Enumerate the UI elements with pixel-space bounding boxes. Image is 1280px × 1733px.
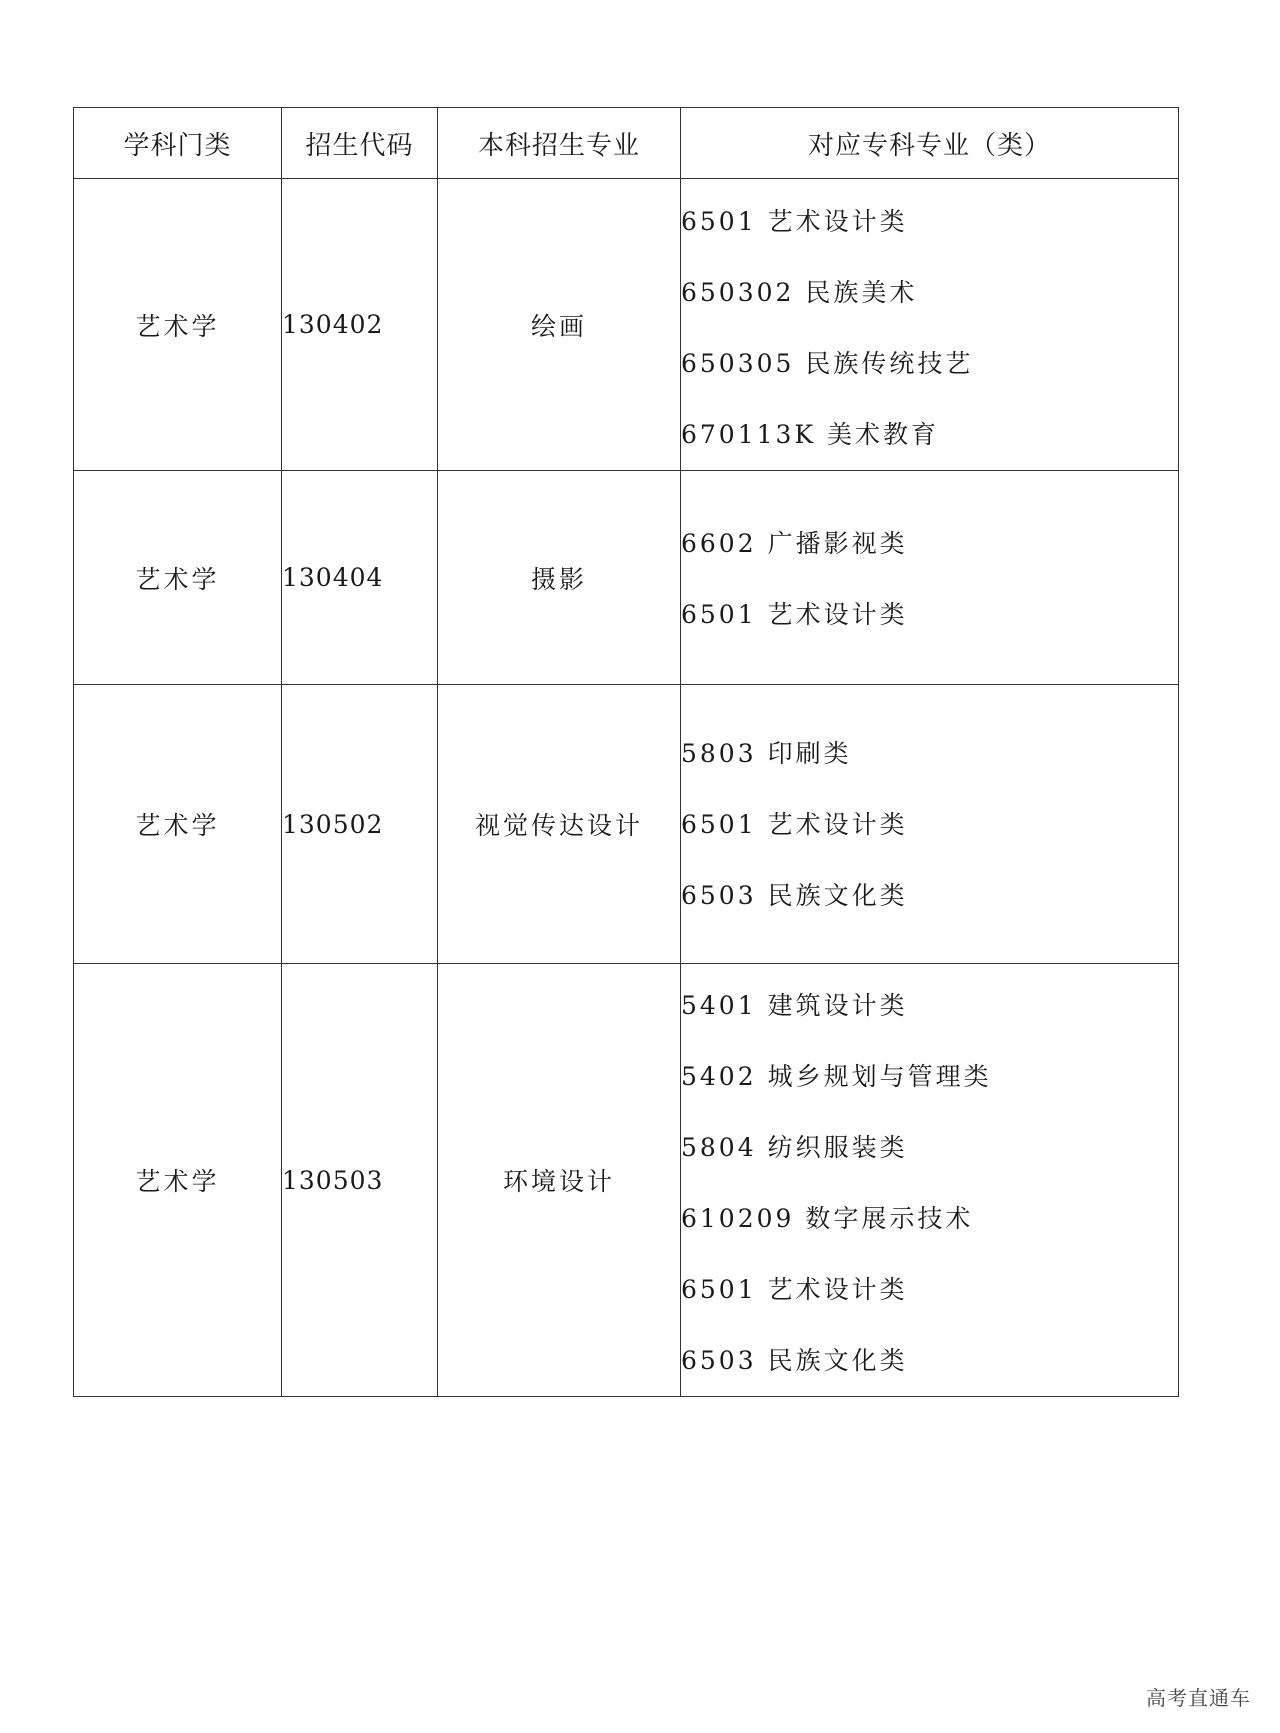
major-cell: 绘画 [438,179,681,471]
related-majors-cell [681,685,1179,964]
header-undergraduate-major: 本科招生专业 [438,108,681,179]
related-major-item: 610209 数字展示技术 [681,1204,974,1233]
related-major-item: 6503 民族文化类 [681,881,908,910]
related-major-item: 6501 艺术设计类 [681,207,908,236]
related-major-item: 650302 民族美术 [681,278,918,307]
table-row [74,964,1179,1397]
related-majors-cell [681,964,1179,1397]
related-major-item: 5804 纺织服装类 [681,1133,908,1162]
code-cell: 130502 [282,685,438,964]
table-header-row [74,108,1179,179]
related-major-item: 670113K 美术教育 [681,420,940,449]
related-major-item: 5402 城乡规划与管理类 [681,1062,992,1091]
code-cell: 130503 [282,964,438,1397]
related-major-item: 5401 建筑设计类 [681,991,908,1020]
related-major-item: 5803 印刷类 [681,739,852,768]
category-cell: 艺术学 [74,685,282,964]
related-majors-cell [681,179,1179,471]
related-major-item: 6503 民族文化类 [681,1346,908,1375]
major-cell: 视觉传达设计 [438,685,681,964]
header-discipline-category: 学科门类 [74,108,282,179]
major-correspondence-table [73,107,1179,1397]
code-cell: 130402 [282,179,438,471]
watermark-text: 高考直通车 [1146,1686,1251,1710]
related-major-item: 6501 艺术设计类 [681,1275,908,1304]
related-majors-cell [681,471,1179,685]
related-major-item: 6501 艺术设计类 [681,600,908,629]
major-cell: 摄影 [438,471,681,685]
table-row [74,471,1179,685]
major-cell: 环境设计 [438,964,681,1397]
related-major-item: 6602 广播影视类 [681,529,908,558]
table-row [74,685,1179,964]
related-major-item: 650305 民族传统技艺 [681,349,974,378]
header-enrollment-code: 招生代码 [282,108,438,179]
table-row [74,179,1179,471]
category-cell: 艺术学 [74,471,282,685]
header-related-junior-college-majors: 对应专科专业（类） [681,108,1179,179]
related-major-item: 6501 艺术设计类 [681,810,908,839]
code-cell: 130404 [282,471,438,685]
category-cell: 艺术学 [74,179,282,471]
category-cell: 艺术学 [74,964,282,1397]
